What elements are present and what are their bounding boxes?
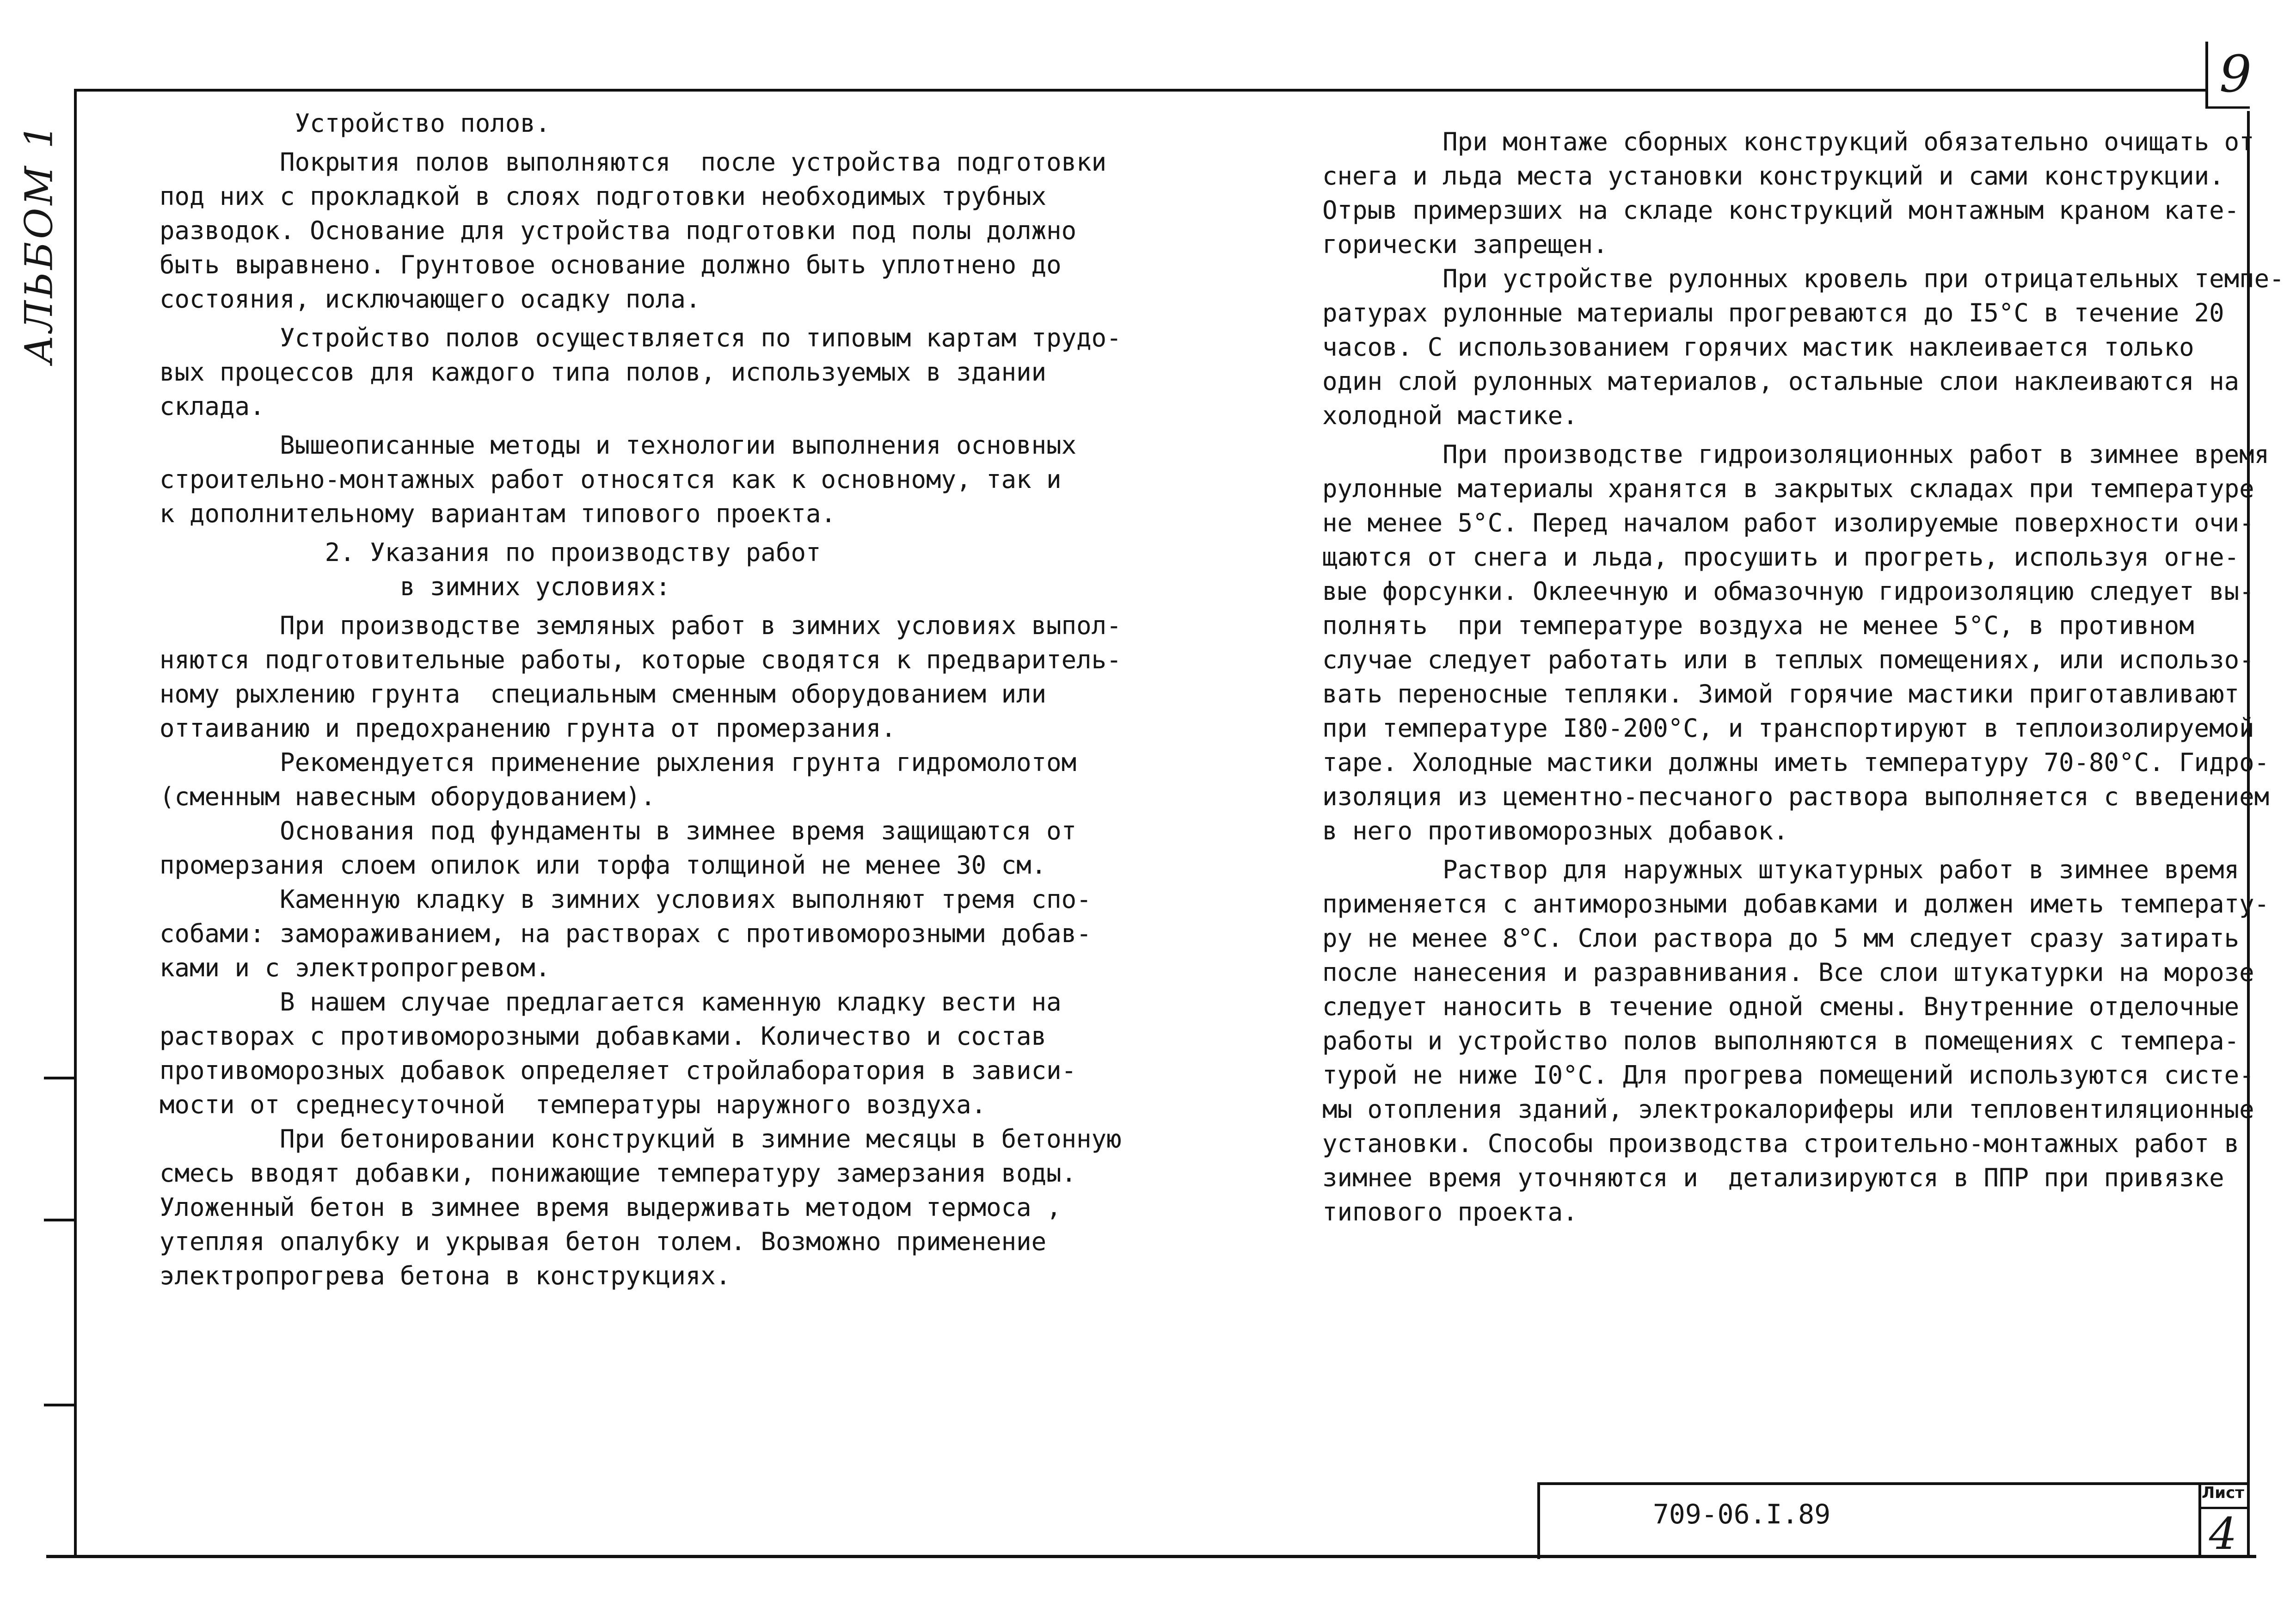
margin-tick [44, 1404, 74, 1406]
sheet-label: Лист [2202, 1484, 2244, 1502]
right-text-column [1322, 125, 2284, 1229]
text-line: щаются от снега и льда, просушить и прогреть, используя огне- [1322, 542, 2240, 572]
text-line: Покрытия полов выполняются после устройства подготовки [160, 148, 1107, 177]
text-line: состояния, исключающего осадку пола. [160, 284, 701, 314]
text-line: Устройство полов осуществляется по типовым картам трудо- [160, 323, 1122, 352]
text-line: Уложенный бетон в зимнее время выдерживать методом термоса , [160, 1193, 1062, 1222]
text-line: холодной мастике. [1322, 401, 1578, 430]
text-line: няются подготовительные работы, которые сводятся к предваритель- [160, 645, 1122, 674]
text-line: (сменным навесным оборудованием). [160, 782, 656, 811]
text-line: растворах с противоморозными добавками. Количество и состав [160, 1022, 1047, 1051]
paragraph-gap [160, 141, 1122, 145]
text-line: типового проекта. [1322, 1197, 1578, 1227]
text-line: При монтаже сборных конструкций обязательно очищать от [1322, 127, 2254, 156]
text-line: часов. С использованием горячих мастик наклеивается только [1322, 333, 2194, 362]
text-line: При бетонировании конструкций в зимние месяцы в бетонную [160, 1124, 1122, 1153]
sheet-number: 4 [2209, 1509, 2237, 1560]
text-line: Основания под фундаменты в зимнее время защищаются от [160, 816, 1077, 845]
paragraph-gap [160, 424, 1122, 428]
text-line: Отрыв примерзших на складе конструкций монтажным краном кате- [1322, 196, 2240, 225]
text-line: турой не ниже I0°С. Для прогрева помещений используются систе- [1322, 1060, 2254, 1090]
text-line: При производстве гидроизоляционных работ в зимнее время [1322, 440, 2270, 469]
margin-tick [44, 1219, 74, 1221]
document-code: 709-06.I.89 [1653, 1498, 1831, 1530]
text-line: горически запрещен. [1322, 230, 1608, 259]
text-line: работы и устройство полов выполняются в помещениях с темпера- [1322, 1026, 2240, 1055]
text-line: изоляция из цементно-песчаного раствора выполняется с введением [1322, 782, 2270, 811]
text-line: мости от среднесуточной температуры наружного воздуха. [160, 1090, 987, 1119]
text-line: после нанесения и разравнивания. Все слои штукатурки на морозе [1322, 958, 2254, 987]
corner-divider [2205, 42, 2208, 106]
text-line: утепляя опалубку и укрывая бетон толем. Возможно применение [160, 1227, 1047, 1256]
text-line: электропрогрева бетона в конструкциях. [160, 1261, 731, 1290]
text-line: строительно-монтажных работ относятся как к основному, так и [160, 465, 1062, 494]
text-line: смесь вводят добавки, понижающие температуру замерзания воды. [160, 1159, 1077, 1188]
text-line: рулонные материалы хранятся в закрытых складах при температуре [1322, 474, 2254, 503]
text-line: зимнее время уточняются и детализируются в ППР при привязке [1322, 1163, 2224, 1192]
text-line: полнять при температуре воздуха не менее 5°С, в противном [1322, 611, 2194, 640]
text-line: разводок. Основание для устройства подготовки под полы должно [160, 216, 1077, 245]
text-line: под них с прокладкой в слоях подготовки необходимых трубных [160, 182, 1047, 211]
text-line: мы отопления зданий, электрокалориферы или тепловентиляционные [1322, 1095, 2254, 1124]
paragraph-gap [160, 604, 1122, 609]
text-line: ному рыхлению грунта специальным сменным оборудованием или [160, 679, 1047, 709]
text-line: промерзания слоем опилок или торфа толщиной не менее 30 см. [160, 851, 1047, 880]
text-line: При устройстве рулонных кровель при отрицательных темпе- [1322, 264, 2284, 293]
frame-top-line [74, 89, 2205, 92]
text-line: В нашем случае предлагается каменную кладку вести на [160, 987, 1062, 1017]
title-block [1537, 1482, 2250, 1559]
text-line: при температуре I80-200°С, и транспортируют в теплоизолируемой [1322, 714, 2254, 743]
text-line: противоморозных добавок определяет стройлаборатория в зависи- [160, 1056, 1077, 1085]
text-line: 2. Указания по производству работ [160, 538, 821, 567]
text-line: ру не менее 8°С. Слои раствора до 5 мм следует сразу затирать [1322, 924, 2240, 953]
text-line: Устройство полов. [160, 109, 551, 138]
text-line: склада. [160, 392, 265, 421]
text-line: Каменную кладку в зимних условиях выполняют тремя спо- [160, 885, 1092, 914]
text-line: ками и с электропрогревом. [160, 953, 551, 982]
frame-left-line [74, 89, 77, 1556]
left-text-column [160, 106, 1122, 1293]
text-line: При производстве земляных работ в зимних условиях выпол- [160, 611, 1122, 640]
text-line: Рекомендуется применение рыхления грунта гидромолотом [160, 748, 1077, 777]
paragraph-gap [1322, 848, 2284, 853]
text-line: вать переносные тепляки. Зимой горячие мастики приготавливают [1322, 679, 2240, 709]
text-line: не менее 5°С. Перед началом работ изолируемые поверхности очи- [1322, 508, 2254, 537]
text-line: следует наносить в течение одной смены. Внутренние отделочные [1322, 992, 2240, 1021]
corner-underline [2205, 106, 2250, 109]
text-line: ратурах рулонные материалы прогреваются до I5°С в течение 20 [1322, 298, 2224, 327]
text-line: снега и льда места установки конструкций и сами конструкции. [1322, 161, 2224, 191]
corner-page-number: 9 [2219, 44, 2252, 104]
text-line: в него противоморозных добавок. [1322, 816, 1788, 845]
text-line: в зимних условиях: [160, 572, 671, 601]
text-line: установки. Способы производства строительно-монтажных работ в [1322, 1129, 2240, 1158]
text-line: случае следует работать или в теплых помещениях, или использо- [1322, 645, 2254, 674]
album-label [14, 122, 65, 364]
paragraph-gap [160, 316, 1122, 321]
album-label-text: АЛЬБОМ 1 [17, 122, 61, 364]
text-line: Раствор для наружных штукатурных работ в зимнее время [1322, 855, 2240, 884]
text-line: к дополнительному вариантам типового проекта. [160, 499, 836, 528]
paragraph-gap [160, 531, 1122, 536]
text-line: Вышеописанные методы и технологии выполнения основных [160, 431, 1077, 460]
text-line: собами: замораживанием, на растворах с противоморозными добав- [160, 919, 1092, 948]
text-line: применяется с антиморозными добавками и должен иметь температу- [1322, 889, 2270, 918]
text-line: один слой рулонных материалов, остальные слои наклеиваются на [1322, 367, 2240, 396]
text-line: вые форсунки. Оклеечную и обмазочную гидроизоляцию следует вы- [1322, 577, 2254, 606]
margin-tick [44, 1077, 74, 1079]
text-line: оттаиванию и предохранению грунта от промерзания. [160, 714, 896, 743]
text-line: таре. Холодные мастики должны иметь температуру 70-80°С. Гидро- [1322, 748, 2270, 777]
paragraph-gap [1322, 433, 2284, 438]
text-line: быть выравнено. Грунтовое основание должно быть уплотнено до [160, 250, 1062, 279]
text-line: вых процессов для каждого типа полов, используемых в здании [160, 358, 1047, 387]
